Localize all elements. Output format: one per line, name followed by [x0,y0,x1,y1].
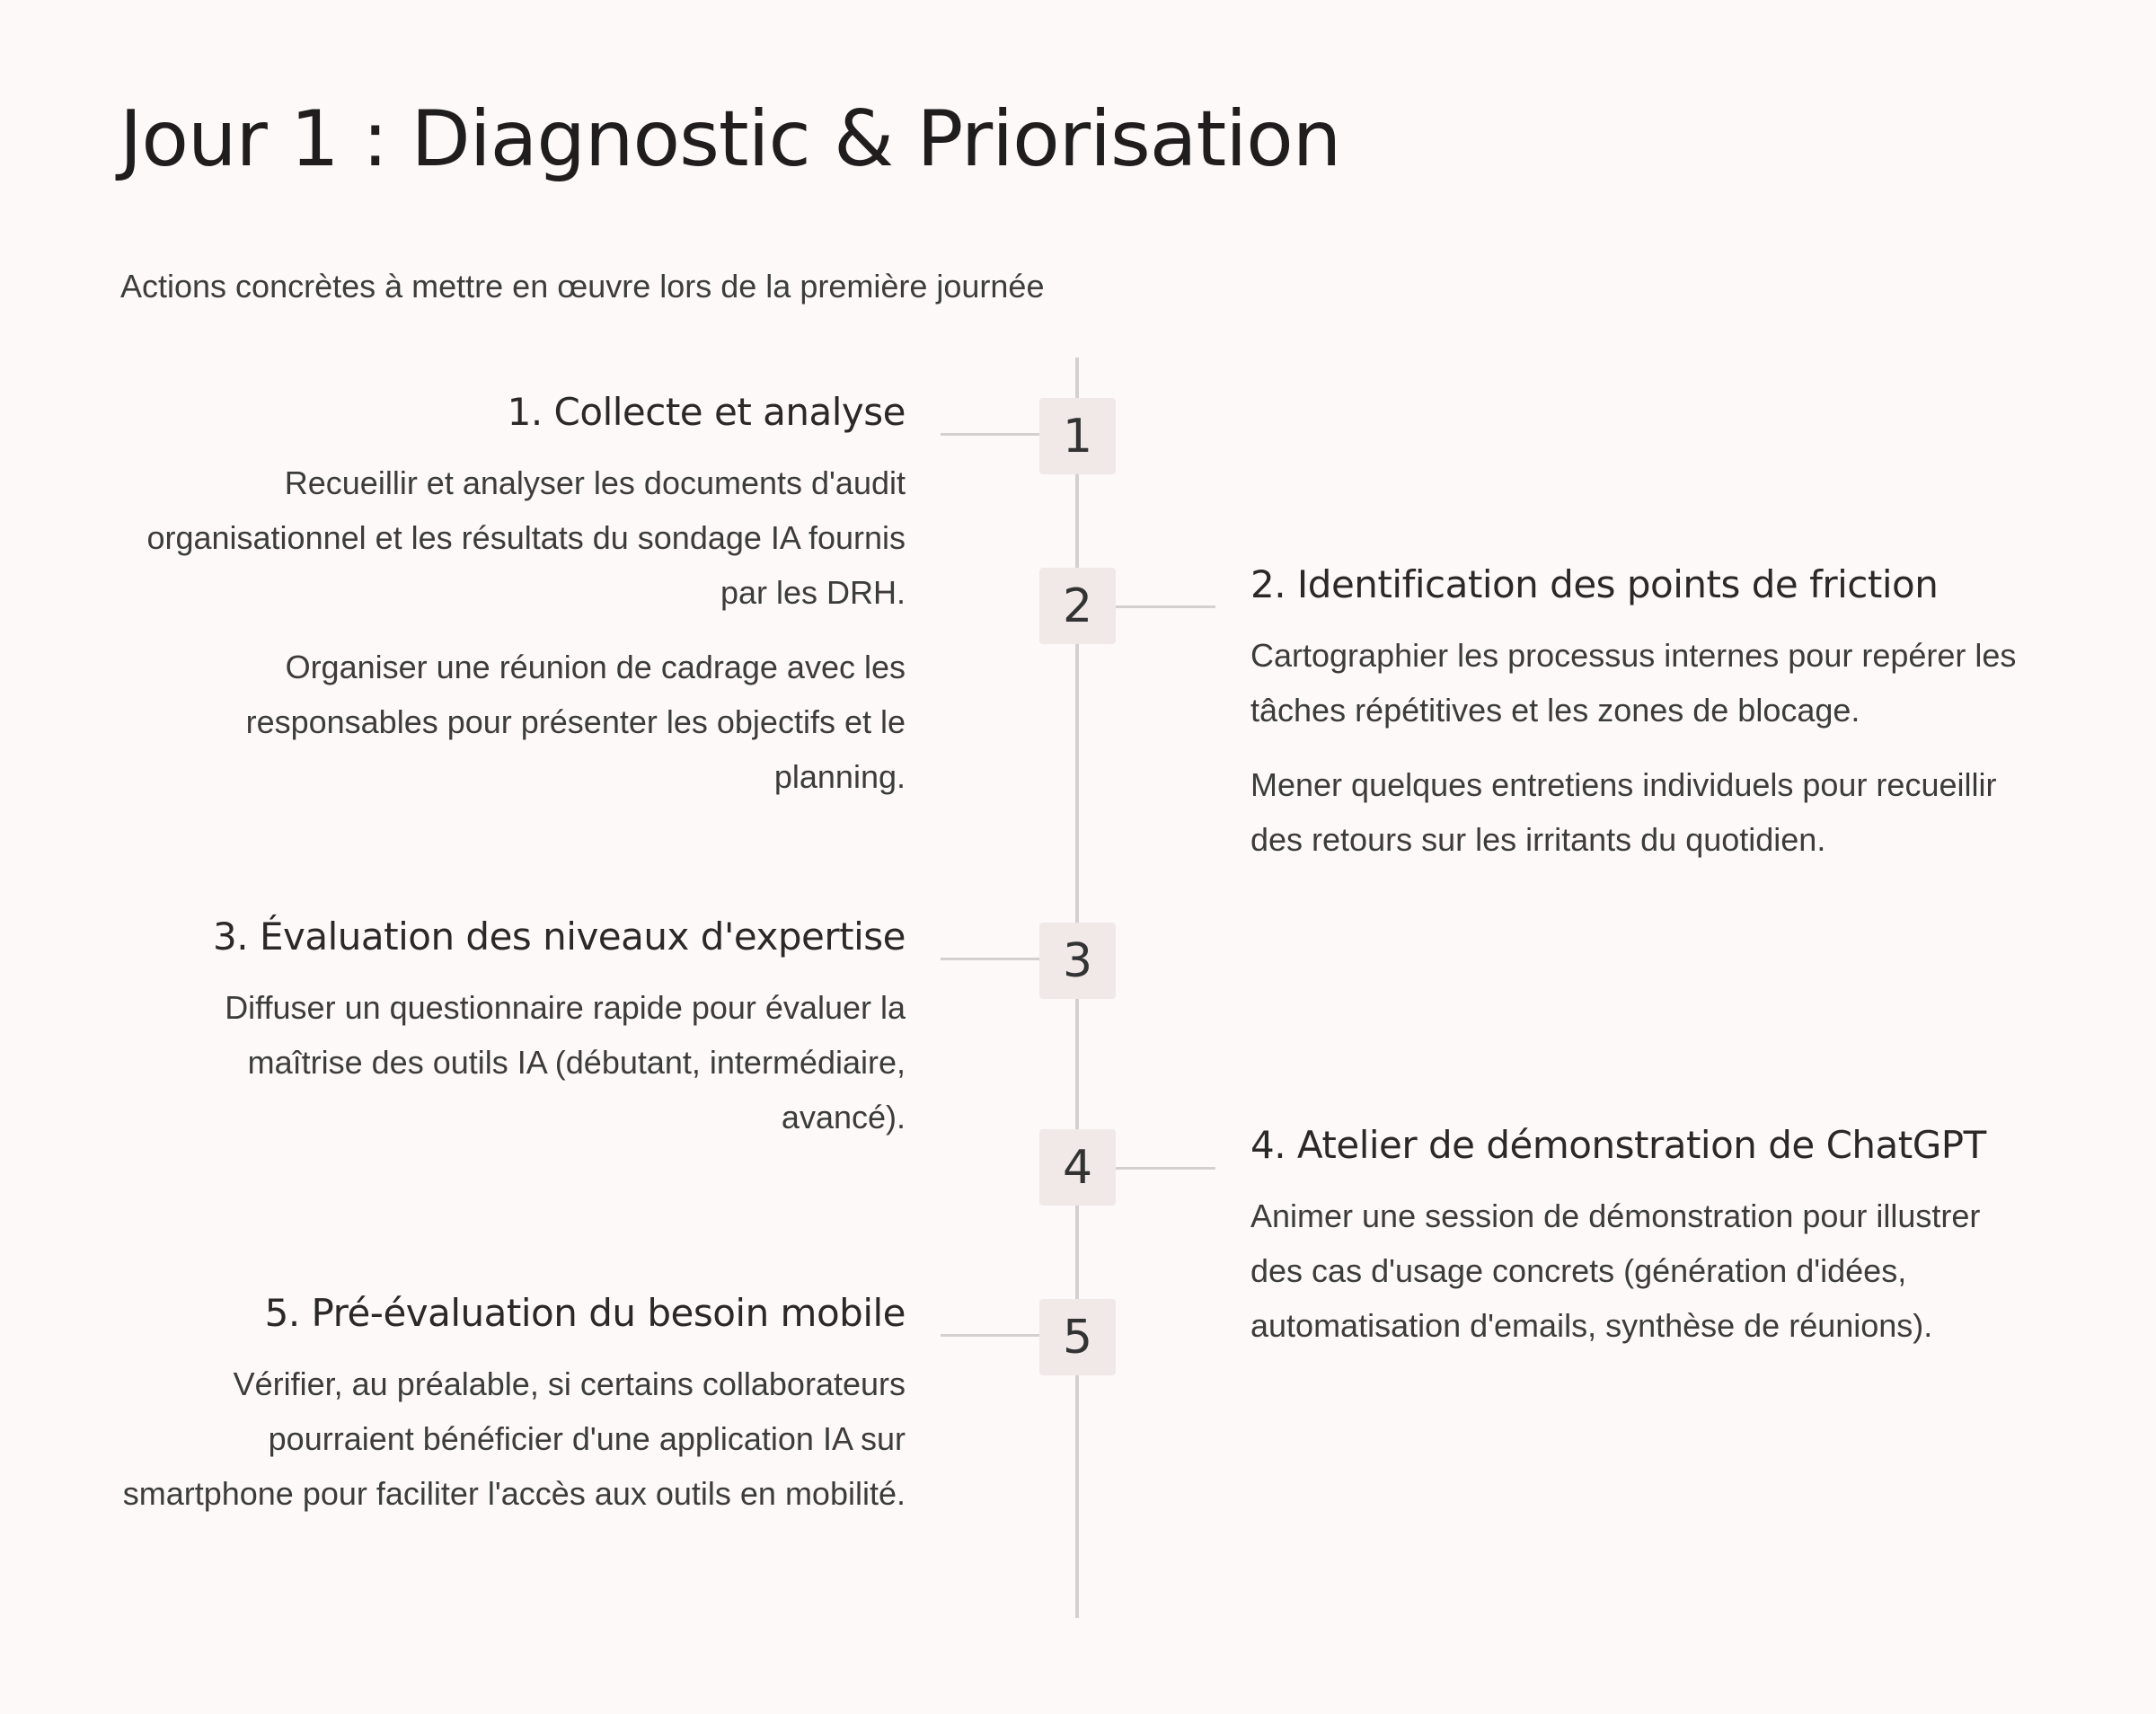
timeline-connector-4 [1114,1167,1215,1170]
step-4-paragraph-1: Animer une session de démonstration pour illustrer des cas d'usage concrets (génération d'idées, automatisation d'emails, synthèse de réunions). [1250,1197,1981,1344]
step-number-5: 5 [1039,1299,1116,1375]
step-5-heading: 5. Pré-évaluation du besoin mobile [264,1291,906,1335]
timeline-connector-5 [941,1334,1042,1337]
step-5-paragraph-1: Vérifier, au préalable, si certains collaborateurs pourraient bénéficier d'une application IA sur smartphone pour faciliter l'accès aux outils en mobilité. [122,1365,906,1512]
step-2-paragraph-1: Cartographier les processus internes pour repérer les tâches répétitives et les zones de blocage. [1250,636,2017,729]
step-3-heading: 3. Évaluation des niveaux d'expertise [213,914,906,959]
page-title: Jour 1 : Diagnostic & Priorisation [119,94,1341,184]
timeline-connector-2 [1114,605,1215,608]
step-1-heading: 1. Collecte et analyse [507,390,906,434]
step-1-paragraph-2: Organiser une réunion de cadrage avec les responsables pour présenter les objectifs et le planning. [245,648,906,795]
step-4-heading: 4. Atelier de démonstration de ChatGPT [1250,1123,1986,1167]
step-number-3: 3 [1039,923,1116,999]
step-1-paragraph-1: Recueillir et analyser les documents d'audit organisationnel et les résultats du sondage IA fournis par les DRH. [146,464,906,611]
step-2-heading: 2. Identification des points de friction [1250,562,1939,606]
step-2-paragraph-2: Mener quelques entretiens individuels pour recueillir des retours sur les irritants du quotidien. [1250,765,1997,858]
step-number-2: 2 [1039,568,1116,644]
timeline-connector-3 [941,958,1042,960]
step-3-paragraph-1: Diffuser un questionnaire rapide pour évaluer la maîtrise des outils IA (débutant, intermédiaire, avancé). [225,988,906,1135]
step-4 [1250,1121,2041,1373]
step-number-4: 4 [1039,1129,1116,1206]
step-5 [115,1289,906,1541]
timeline-connector-1 [941,433,1042,436]
step-1 [115,388,906,824]
step-2 [1250,561,2041,887]
step-number-1: 1 [1039,398,1116,474]
step-3 [115,913,906,1164]
page-subtitle: Actions concrètes à mettre en œuvre lors de la première journée [120,268,1045,305]
